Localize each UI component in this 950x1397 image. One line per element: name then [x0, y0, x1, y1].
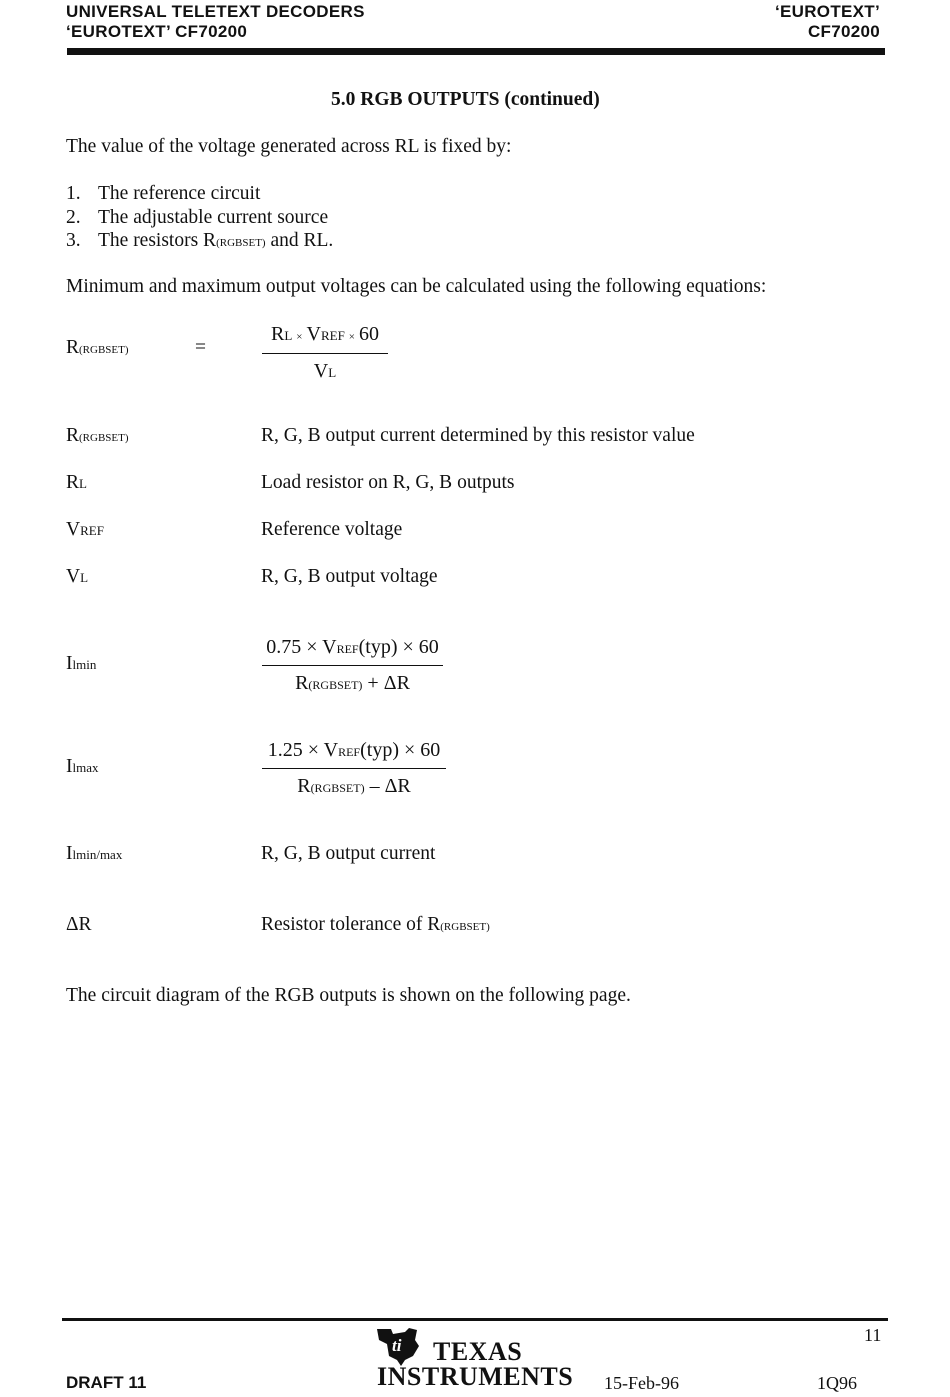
definition-description: Load resistor on R, G, B outputs: [261, 472, 515, 493]
closing-text: The circuit diagram of the RGB outputs is shown on the following page.: [66, 985, 631, 1006]
list-item: [66, 230, 334, 252]
svg-text:ti: ti: [392, 1336, 402, 1355]
footer-rule: [62, 1318, 888, 1321]
eq1-fraction: [262, 321, 388, 386]
definition-symbol: VREF: [66, 519, 104, 540]
eq2-fraction-bar: [262, 665, 443, 666]
list-item: [66, 183, 261, 205]
eq1-equals: =: [195, 337, 206, 358]
definition-symbol: Ilmin/max: [66, 843, 123, 864]
definition-symbol: R(RGBSET): [66, 425, 129, 446]
eq3-numerator: 1.25 × VREF(typ) × 60: [267, 739, 441, 761]
list-text: The adjustable current source: [98, 207, 329, 228]
eq3-fraction: [262, 737, 446, 801]
definition-description: Reference voltage: [261, 519, 403, 540]
header-right-part: CF70200: [807, 22, 880, 41]
eq1-numerator: RL × VREF × 60: [270, 323, 380, 345]
eq2-numerator: 0.75 × VREF(typ) × 60: [266, 636, 439, 658]
eq3-fraction-bar: [262, 768, 446, 769]
header-title: UNIVERSAL TELETEXT DECODERS: [66, 2, 365, 21]
definition-description: Resistor tolerance of R(RGBSET): [261, 914, 490, 935]
draft-label: DRAFT 11: [66, 1373, 147, 1392]
footer-revision: 1Q96: [817, 1373, 857, 1393]
ti-state-icon: [375, 1326, 421, 1366]
definition-description: R, G, B output voltage: [261, 566, 438, 587]
eq1-lhs: R(RGBSET): [66, 337, 129, 358]
header-rule: [67, 48, 885, 55]
eq3-lhs: Ilmax: [66, 756, 99, 777]
list-text: The resistors R(RGBSET) and RL.: [98, 230, 334, 251]
eq1-fraction-bar: [262, 353, 388, 354]
eq2-denominator: R(RGBSET) + ΔR: [295, 672, 410, 694]
definition-description: R, G, B output current: [261, 843, 436, 864]
section-title: 5.0 RGB OUTPUTS (continued): [331, 89, 600, 110]
definition-symbol: RL: [66, 472, 87, 493]
list-text: The reference circuit: [98, 183, 261, 204]
eq2-fraction: [262, 634, 443, 698]
eq2-lhs: Ilmin: [66, 653, 97, 674]
definition-symbol: ΔR: [66, 914, 92, 935]
equations-intro: Minimum and maximum output voltages can be calculated using the following equations:: [66, 276, 767, 297]
header-subtitle: ‘EUROTEXT’ CF70200: [66, 22, 248, 41]
list-number: 2.: [66, 207, 81, 228]
list-item: [66, 207, 329, 229]
list-number: 3.: [66, 230, 81, 251]
texas-instruments-logo: [375, 1326, 585, 1390]
definition-description: R, G, B output current determined by this resistor value: [261, 425, 695, 446]
logo-line1: TEXAS: [433, 1337, 523, 1366]
eq1-denominator: VL: [313, 360, 337, 382]
intro-text: The value of the voltage generated across RL is fixed by:: [66, 136, 512, 157]
list-number: 1.: [66, 183, 81, 204]
logo-line2: INSTRUMENTS: [377, 1362, 574, 1391]
footer-date: 15-Feb-96: [604, 1373, 679, 1393]
definition-symbol: VL: [66, 566, 89, 587]
header-right-title: ‘EUROTEXT’: [774, 2, 880, 21]
eq3-denominator: R(RGBSET) – ΔR: [297, 775, 411, 797]
page-number: 11: [864, 1325, 882, 1345]
